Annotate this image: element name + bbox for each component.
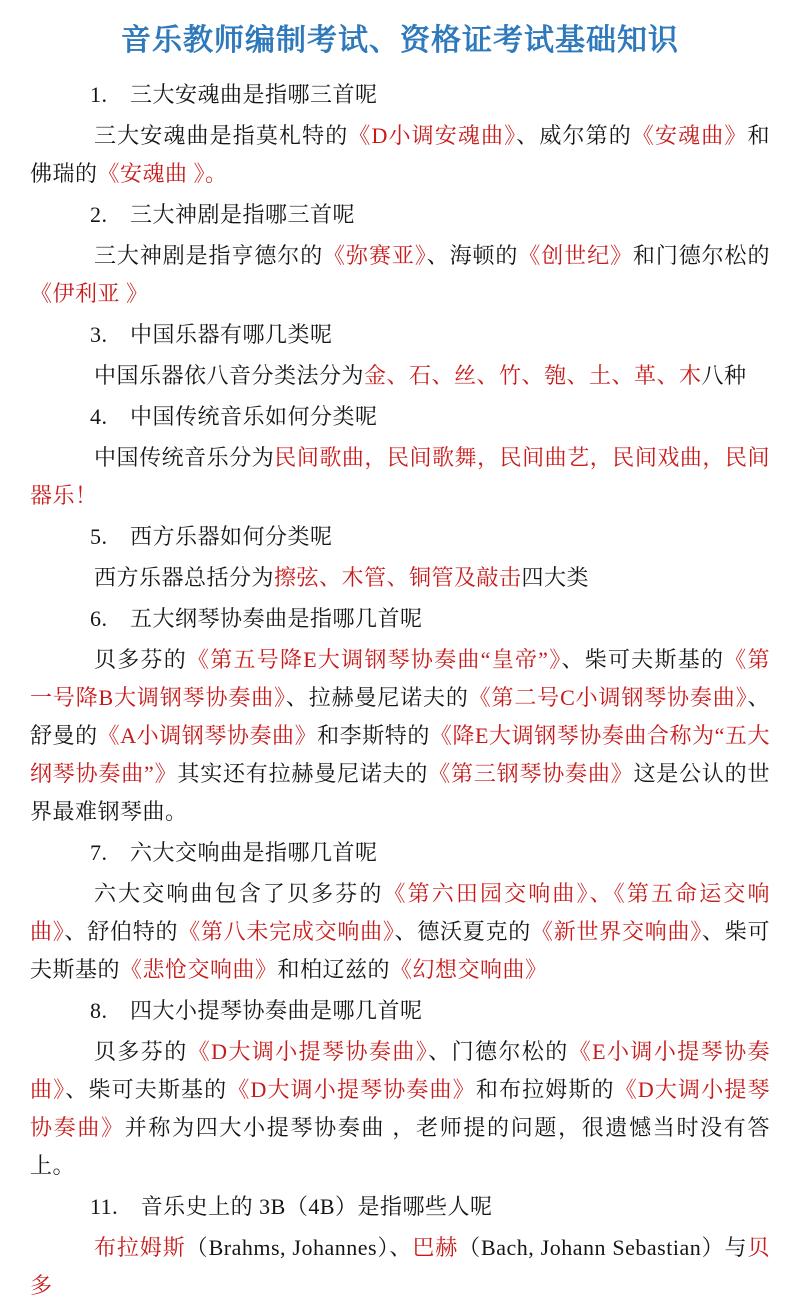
text-run: 、柴可夫斯基的 (30, 919, 770, 982)
question-heading: 11. 音乐史上的 3B（4B）是指哪些人呢 (90, 1194, 493, 1219)
text-run: 贝多芬的 (94, 1039, 188, 1064)
text-run: （Brahms, Johannes）、 (185, 1235, 413, 1260)
text-run: （Bach, Johann Sebastian）与 (458, 1235, 748, 1260)
question-heading: 4. 中国传统音乐如何分类呢 (90, 404, 378, 429)
answer-paragraph (30, 559, 770, 597)
text-run: 和佛瑞的 (30, 123, 770, 186)
answer-paragraph (30, 439, 770, 515)
question-heading: 1. 三大安魂曲是指哪三首呢 (90, 82, 378, 107)
text-run: 、柴可夫斯基的 (65, 1077, 228, 1102)
highlighted-text-run: 金、石、丝、竹、匏、土、革、木 (364, 363, 702, 388)
page-title: 音乐教师编制考试、资格证考试基础知识 (121, 24, 679, 57)
text-run: 、拉赫曼尼诺夫的 (285, 685, 469, 710)
question-heading: 2. 三大神剧是指哪三首呢 (90, 202, 356, 227)
text-run: 贝多芬的 (94, 647, 187, 672)
highlighted-text-run: 《第三钢琴协奏曲》 (428, 761, 634, 786)
highlighted-text-run: 布拉姆斯 (94, 1235, 186, 1260)
text-run: 西方乐器总括分为 (94, 565, 275, 590)
answer-paragraph (30, 875, 770, 989)
highlighted-text-run: 《E小调小提琴协奏曲》 (30, 1039, 770, 1102)
highlighted-text-run: 《第二号C小调钢琴协奏曲》 (468, 685, 748, 710)
highlighted-text-run: 《第八未完成交响曲》 (178, 919, 395, 944)
highlighted-text-run: 《D小调安魂曲》 (348, 123, 517, 148)
highlighted-text-run: 《悲怆交响曲》 (120, 957, 278, 982)
answer-paragraph (30, 357, 770, 395)
highlighted-text-run: 《D大调小提琴协奏曲》 (227, 1077, 476, 1102)
question-heading: 8. 四大小提琴协奏曲是哪几首呢 (90, 998, 423, 1023)
text-run: 、舒曼的 (30, 685, 770, 748)
highlighted-text-run: 《第一号降B大调钢琴协奏曲》 (30, 647, 770, 710)
text-run: 三大神剧是指亨德尔的 (94, 243, 324, 268)
text-run: 、柴可夫斯基的 (561, 647, 725, 672)
answer-paragraph (30, 237, 770, 313)
text-run: 、威尔第的 (516, 123, 632, 148)
text-run: 其实还有拉赫曼尼诺夫的 (177, 761, 429, 786)
highlighted-text-run: 《A小调钢琴协奏曲》 (97, 723, 318, 748)
highlighted-text-run: 《D大调小提琴协奏曲》 (187, 1039, 429, 1064)
answer-paragraph (30, 641, 770, 831)
highlighted-text-run: 《创世纪》 (518, 243, 633, 268)
text-run: 、舒伯特的 (64, 919, 179, 944)
text-run: 四大类 (521, 565, 590, 590)
answer-paragraph (30, 117, 770, 193)
highlighted-text-run: 《降E大调钢琴协奏曲合称为“五大纲琴协奏曲”》 (30, 723, 770, 786)
question-heading: 5. 西方乐器如何分类呢 (90, 524, 333, 549)
text-run: 和门德尔松的 (632, 243, 770, 268)
text-run: 和柏辽兹的 (277, 957, 391, 982)
highlighted-text-run: 《新世界交响曲》 (531, 919, 702, 944)
question-heading: 3. 中国乐器有哪几类呢 (90, 322, 333, 347)
highlighted-text-run: 擦弦、木管、铜管及敲击 (274, 565, 522, 590)
highlighted-text-run: 《第五号降E大调钢琴协奏曲“皇帝”》 (187, 647, 562, 672)
text-run: 中国传统音乐分为 (94, 445, 275, 470)
text-run: 八种 (701, 363, 747, 388)
highlighted-text-run: 《伊利亚 》 (30, 281, 149, 306)
text-run: 和李斯特的 (317, 723, 430, 748)
text-run: 六大交响曲包含了贝多芬的 (94, 881, 384, 906)
text-run: 并称为四大小提琴协奏曲 ，老师提的问题，很遗憾当时没有答上。 (30, 1115, 770, 1178)
text-run: 和布拉姆斯的 (475, 1077, 615, 1102)
text-run: 、海顿的 (426, 243, 519, 268)
highlighted-text-run: 《D大调小提琴协奏曲》 (30, 1077, 770, 1140)
question-heading: 7. 六大交响曲是指哪几首呢 (90, 840, 378, 865)
text-run: 三大安魂曲是指莫札特的 (94, 123, 349, 148)
highlighted-text-run: 《第六田园交响曲》、《第五命运交响曲》 (30, 881, 770, 944)
highlighted-text-run: 《幻想交响曲》 (390, 957, 548, 982)
highlighted-text-run: 贝多 (30, 1235, 770, 1298)
answer-paragraph (30, 1033, 770, 1185)
answer-paragraph (30, 1229, 770, 1305)
highlighted-text-run: 《安魂曲 》。 (97, 161, 228, 186)
highlighted-text-run: 民间歌曲，民间歌舞，民间曲艺，民间戏曲，民间器乐！ (30, 445, 770, 508)
text-run: 、门德尔松的 (428, 1039, 569, 1064)
document-body (30, 76, 770, 1305)
text-run: 这是公认的世界最难钢琴曲。 (30, 761, 770, 824)
question-heading: 6. 五大纲琴协奏曲是指哪几首呢 (90, 606, 423, 631)
highlighted-text-run: 《安魂曲》 (631, 123, 748, 148)
text-run: 、德沃夏克的 (394, 919, 532, 944)
highlighted-text-run: 《弥赛亚》 (323, 243, 427, 268)
highlighted-text-run: 巴赫 (412, 1235, 459, 1260)
text-run: 中国乐器依八音分类法分为 (94, 363, 365, 388)
